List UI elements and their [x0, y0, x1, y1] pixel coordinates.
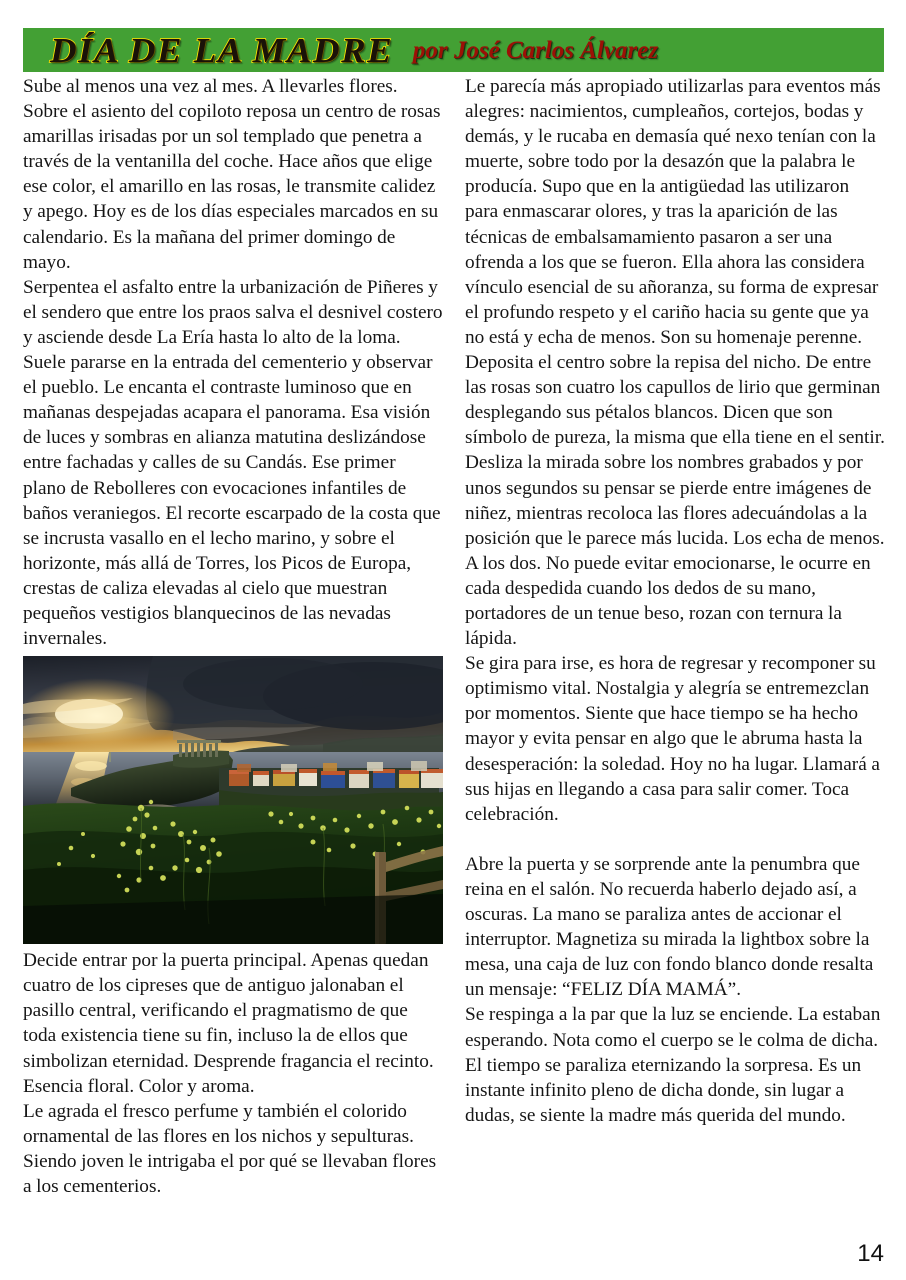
paragraph: Se respinga a la par que la luz se enciende. La estaban esperando. Nota como el cuerpo se le colma de dicha. El tiempo se paraliza eternizando la sorpresa. Es un instante infinito pleno de dicha donde, sin lugar a dudas, se siente la madre más querida del mundo. — [465, 1004, 881, 1126]
paragraph: Le parecía más apropiado utilizarlas para eventos más alegres: nacimientos, cumpleaños, cortejos, bodas y demás, y le rucaba en demasía qué nexo tenían con la muerte, sobre todo por la desazón que la palabra le producía. Supo que en la antigüedad las utilizaron para enmascarar olores, y tras la aparición de las técnicas de embalsamamiento pasaron a ser una ofrenda a los que se fueron. Ella ahora las considera vínculo esencial de su añoranza, su forma de expresar el profundo respeto y el cariño hacia su gente que ya no está y echa de menos. Son su homenaje perenne. — [465, 76, 881, 348]
page-number: 14 — [857, 1240, 884, 1267]
coastal-sunset-photo-illustration — [23, 656, 443, 944]
paragraph: Sube al menos una vez al mes. A llevarles flores. Sobre el asiento del copiloto reposa un centro de rosas amarillas irisadas por un sol templado que penetra a través de la ventanilla del coche. Hace años que elige ese color, el amarillo en las rosas, le transmite calidez y apego. Hoy es de los días especiales marcados en su calendario. Es la mañana del primer domingo de mayo. — [23, 76, 441, 273]
column-left — [23, 74, 443, 1199]
page-title: DÍA DE LA MADRE — [50, 30, 394, 70]
article-byline: por José Carlos Álvarez — [412, 36, 659, 64]
paragraph: Deposita el centro sobre la repisa del nicho. De entre las rosas son cuatro los capullos de lirio que germinan desplegando sus pétalos blancos. Dicen que son símbolo de pureza, la misma que ella tiene en el sentir. Desliza la mirada sobre los nombres grabados y por unos segundos su pensar se pierde entre imágenes de niñez, mientras recoloca las flores adecuándolas a la posición que le parece más lucida. Los echa de menos. A los dos. No puede evitar emocionarse, le ocurre en cada despedida cuando los dedos de su mano, portadores de un tenue beso, rozan con ternura la lápida. — [465, 352, 885, 650]
article-photo — [23, 656, 443, 944]
paragraph: Se gira para irse, es hora de regresar y recomponer su optimismo vital. Nostalgia y alegría se entremezclan por momentos. Siente que hace tiempo se ha hecho mayor y evita pensar en algo que le abruma hasta la desesperación: la soledad. Hoy no ha lugar. Llamará a sus hijas en llegando a casa para salir comer. Toca celebración. — [465, 653, 880, 825]
column-right — [465, 74, 885, 1128]
paragraph: Abre la puerta y se sorprende ante la penumbra que reina en el salón. No recuerda haberlo dejado así, a oscuras. La mano se paraliza antes de accionar el interruptor. Magnetiza su mirada la lightbox sobre la mesa, una caja de luz con fondo blanco donde resalta un mensaje: “FELIZ DÍA MAMÁ”. — [465, 853, 874, 1001]
paragraph: Decide entrar por la puerta principal. Apenas quedan cuatro de los cipreses que de antiguo jalonaban el pasillo central, verificando el pragmatismo de que toda existencia tiene su fin, incluso la de ellos que simbolizan eternidad. Desprende fragancia el recinto. Esencia floral. Color y aroma. — [23, 950, 434, 1097]
article-header-banner — [23, 28, 884, 72]
paragraph: Le agrada el fresco perfume y también el colorido ornamental de las flores en los nichos y sepulturas. Siendo joven le intrigaba el por qué se llevaban flores a los cementerios. — [23, 1100, 437, 1197]
paragraph: Serpentea el asfalto entre la urbanización de Piñeres y el sendero que entre los praos salva el desnivel costero y asciende desde La Ería hasta lo alto de la loma. Suele pararse en la entrada del cementerio y observar el pueblo. Le encanta el contraste luminoso que en mañanas despejadas acapara el panorama. Esa visión de luces y sombras en alianza matutina deslizándose entre fachadas y calles de su Candás. Ese primer plano de Rebolleres con evocaciones infantiles de baños veraniegos. El recorte escarpado de la costa que se incrusta vasallo en el lecho marino, y sobre el horizonte, más allá de Torres, los Picos de Europa, crestas de caliza elevadas al cielo que muestran pequeños vestigios blanquecinos de las nevadas invernales. — [23, 276, 443, 650]
